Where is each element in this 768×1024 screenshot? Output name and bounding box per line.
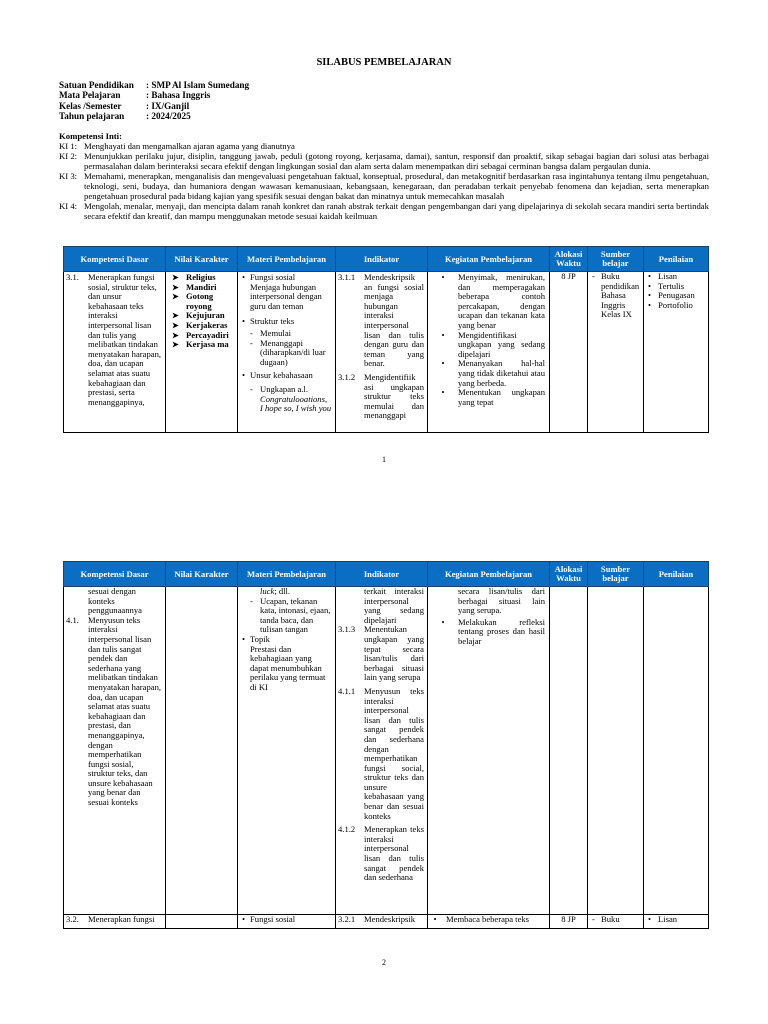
identity-label: Kelas /Semester [59,100,122,111]
kd-number: 3.1. [66,272,79,282]
materi-text: ; dll. [274,586,291,596]
arrow-bullet-icon: ➤ [172,340,179,350]
identity-value: : IX/Ganjil [146,100,190,111]
page-number: 1 [382,455,386,464]
table-row [64,587,709,915]
identity-label: Tahun pelajaran [59,110,125,121]
kegiatan-item: Membaca beberapa teks [446,914,530,924]
identity-value: : 2024/2025 [146,110,191,121]
arrow-bullet-icon: ➤ [172,292,179,302]
indikator-code: 3.2.1 [338,914,356,924]
kd-text: Menerapkan fungsi sosial, struktur teks, dan unsur kebahasaan teks interaksi interpersonal lisan dan tulis yang melibatkan tindakan menyatakan harapan, doa, dan ucapan selamat atas suatu kebahagiaan dan prestasi, serta menanggapinya, [88,272,162,407]
penilaian-item: Tertulis [658,280,685,291]
header-kompetensi-dasar: Kompetensi Dasar [64,247,166,272]
ki-code: KI 3: [59,171,78,181]
header-kegiatan: Kegiatan Pembelajaran [428,562,550,587]
arrow-bullet-icon: ➤ [172,282,179,292]
materi-italic: luck [260,586,275,596]
indikator-code: 4.1.1 [338,685,356,696]
identity-label: Mata Pelajaran [59,90,121,101]
kegiatan-list: • Menyimak, menirukan, dan memperagakan beberapa contoh percakapan, dengan ucapan dan tekanan kata yang benar • Mengidentifikasi ungkapan yang sedang dipelajari • Menanyakan hal-hal yang tidak diketahui atau yang berbeda. • Menentukan ungkapan yang tepat [428,272,549,407]
materi-italic: Congratulooations, I hope so, I wish you [260,393,332,414]
arrow-bullet-icon: ➤ [172,311,179,321]
header-alokasi: Alokasi Waktu [550,247,588,272]
indikator-code: 3.1.2 [338,371,356,382]
nilai-item: Kerjakeras [186,319,228,330]
indikator-text: Mendeskripsik an fungsi sosial menjaga hubungan interaksi interpersonal lisan dan tulis dengan guru dan teman yang benar. [364,272,424,369]
penilaian-item: Lisan [658,914,678,924]
ki-text: Menghayati dan mengamalkan ajaran agama yang dianutnya [84,141,295,151]
sumber-text: Buku [601,914,620,924]
indikator-text: Menerapkan teks interaksi interpersonal lisan dan tulis sangat pendek dan sederhana [364,824,424,883]
indikator-code: 3.1.3 [338,624,356,635]
kegiatan-list: secara lisan/tulis dari berbagai situasi lain yang serupa. • Melakukan refleksi tentang proses dan hasil belajar [428,587,549,647]
nilai-karakter-list [166,272,237,350]
silabus-table-page-1 [63,246,709,433]
penilaian-item: Portofolio [658,299,693,310]
kd-text: Menyusun teks interaksi interpersonal lisan dan tulis sangat pendek dan sederhana yang melibatkan tindakan menyatakan harapan, doa, dan ucapan selamat atas suatu kebahagiaan dan prestasi, dan menanggapinya, dengan memperhatikan fungsi sosial, struktur teks, dan unsure kebahasaan yang benar dan sesuai konteks [88,614,162,808]
header-kompetensi-dasar: Kompetensi Dasar [64,562,166,587]
materi-item: Fungsi sosial [250,914,296,924]
ki-heading: Kompetensi Inti [59,131,120,141]
kompetensi-inti: Kompetensi Inti: KI 1: Menghayati dan mengamalkan ajaran agama yang dianutnya KI 2: Menunjukkan perilaku jujur, disiplin, tanggung jawab, peduli (gotong royong, kerjasama, damai), santun, responsif dan proaktif, sikap sebagai bagian dari solusi atas berbagai permasalahan dalam berinteraksi secara efektif dengan lingkungan sosial dan alam serta dalam menempatkan diri sebagai cerminan bangsa dalam pergaulan dunia. KI 3: Memahami, menerapkan, menganalisis dan mengevaluasi pengetahuan faktual, konseptual, prosedural, dan metakognitif berdasarkan rasa ingintahunya tentang ilmu pengetahuan, teknologi, seni, budaya, dan humaniora dengan wawasan kemanusiaan, kebangsaan, kenegaraan, dan peradaban terkait penyebab fenomena dan kejadian, serta menerapkan pengetahuan prosedural pada bidang kajian yang spesifik sesuai dengan bakat dan minatnya untuk memecahkan masalah KI 4: Mengolah, menalar, menyaji, dan mencipta dalam ranah konkret dan ranah abstrak terkait dengan pengembangan dari yang dipelajarinya di sekolah secara mandiri serta bertindak secara efektif dan kreatif, dan mampu menggunakan metode sesuai kaidah keilmuan [59,131,709,221]
penilaian-item: Lisan [658,271,678,281]
materi-item: Unsur kebahasaan [250,370,313,381]
indikator-text: terkait interaksi interpersonal yang sedang dipelajari [364,586,424,625]
header-materi: Materi Pembelajaran [238,562,336,587]
header-nilai-karakter: Nilai Karakter [166,562,238,587]
sumber-text: Buku pendidikan Bahasa Inggris Kelas IX [601,271,640,320]
ki-code: KI 1: [59,141,78,151]
indikator-code: 3.1.1 [338,272,356,282]
arrow-bullet-icon: ➤ [172,273,179,282]
nilai-item: Kerjasa ma [186,339,229,350]
materi-list: luck; dll. - Ucapan, tekanan kata, intonasi, ejaan, tanda baca, dan tulisan tangan • Topik Prestasi dan kebahagiaan yang dapat menumbuhkan perilaku yang termuat di KI [242,586,331,692]
page-title: SILABUS PEMBELAJARAN [316,57,452,68]
identity-value: : Bahasa Inggris [146,90,211,101]
kegiatan-item: Menyimak, menirukan, dan memperagakan beberapa contoh percakapan, dengan ucapan dan tekanan kata yang benar [458,272,545,330]
alokasi-waktu: 8 JP [561,914,576,924]
identity-label: Satuan Pendidikan [59,80,134,90]
header-alokasi: Alokasi Waktu [550,562,588,587]
nilai-item: Percayadiri [186,329,229,340]
header-kegiatan: Kegiatan Pembelajaran [428,247,550,272]
penilaian-list: • Lisan • Tertulis • Penugasan • Portofolio [648,271,695,310]
arrow-bullet-icon: ➤ [172,320,179,330]
nilai-item: Kejujuran [186,310,225,321]
header-indikator: Indikator [336,247,428,272]
materi-item: Struktur teks [250,316,295,327]
indikator-list [336,587,427,883]
nilai-item: Gotong royong [186,291,214,311]
page-number: 2 [382,958,386,967]
ki-code: KI 4: [59,201,78,211]
silabus-table-page-2 [63,561,709,929]
table-header-row [64,562,709,587]
indikator-text: Menyusun teks interaksi interpersonal lisan dan tulis sangat pendek dan sederhana dengan memperhatikan fungsi social, struktur teks dan unsure kebahasaan yang benar dan sesuai konteks [364,685,424,821]
header-sumber: Sumber belajar [588,247,644,272]
header-penilaian: Penilaian [644,562,709,587]
materi-subitem: Menanggapi (diharapkan/di luar dugaan) [260,337,326,367]
materi-subitem: Ungkapan a.l. [260,383,308,394]
arrow-bullet-icon: ➤ [172,330,179,340]
materi-text: Menjaga hubungan interpersonal dengan guru dan teman [250,281,322,311]
kegiatan-item: Melakukan refleksi tentang proses dan hasil belajar [458,616,545,646]
kd-number: 3.2. [66,914,79,924]
indikator-code: 4.1.2 [338,824,356,835]
header-penilaian: Penilaian [644,247,709,272]
indikator-text: Menentukan ungkapan yang tepat secara lisan/tulis dari berbagai situasi lain yang serupa [364,624,424,683]
indikator-list [336,272,427,421]
ki-text: Memahami, menerapkan, menganalisis dan mengevaluasi pengetahuan faktual, konseptual, prosedural, dan metakognitif berdasarkan rasa ingintahunya tentang ilmu pengetahuan, teknologi, seni, budaya, dan humaniora dengan wawasan kemanusiaan, kebangsaan, kenegaraan, dan peradaban terkait penyebab fenomena dan kejadian, serta menerapkan pengetahuan prosedural pada bidang kajian yang spesifik sesuai dengan bakat dan minatnya untuk memecahkan masalah [84,171,709,201]
alokasi-waktu: 8 JP [561,271,576,281]
header-indikator: Indikator [336,562,428,587]
kegiatan-item: Mengidentifikasi ungkapan yang sedang dipelajari [458,329,545,359]
ki-code: KI 2: [59,151,78,161]
materi-list: • Fungsi sosial Menjaga hubungan interpersonal dengan guru dan teman • Struktur teks - Memulai - Menanggapi (diharapkan/di luar dugaan) • Unsur kebahasaan - Ungkapan a.l. Congratulooations, I hope so, I wish you [242,272,332,414]
ki-text: Menunjukkan perilaku jujur, disiplin, tanggung jawab, peduli (gotong royong, kerjasama, damai), santun, responsif dan proaktif, sikap sebagai bagian dari solusi atas berbagai permasalahan dalam berinteraksi secara efektif dengan lingkungan sosial dan alam serta dalam menempatkan diri sebagai cerminan bangsa dalam pergaulan dunia. [84,151,709,171]
nilai-item: Religius [186,272,216,282]
header-nilai-karakter: Nilai Karakter [166,247,238,272]
ki-text: Mengolah, menalar, menyaji, dan mencipta dalam ranah konkret dan ranah abstrak terkait dengan pengembangan dari yang dipelajarinya di sekolah secara mandiri serta bertindak secara efektif dan kreatif, dan mampu menggunakan metode sesuai kaidah keilmuan [84,201,709,221]
indikator-text: Mendeskripsik [364,914,416,924]
penilaian-item: Penugasan [658,290,695,301]
nilai-item: Mandiri [186,281,217,292]
materi-item: Topik [250,633,270,644]
materi-text: Prestasi dan kebahagiaan yang dapat menumbuhkan perilaku yang termuat di KI [250,643,326,692]
kegiatan-item: Menanyakan hal-hal yang tidak diketahui atau yang berbeda. [458,358,545,388]
kegiatan-item: secara lisan/tulis dari berbagai situasi lain yang serupa. [458,586,545,616]
kd-number: 4.1. [66,614,79,625]
identity-value: : SMP Al Islam Sumedang [146,80,250,90]
header-sumber: Sumber belajar [588,562,644,587]
kegiatan-item: Menentukan ungkapan yang tepat [458,387,545,407]
table-row [64,272,709,433]
table-header-row [64,247,709,272]
indikator-text: Mengidentifiik asi ungkapan struktur teks memulai dan menanggapi [364,371,424,421]
table-row: 3.2. Menerapkan fungsi • Fungsi sosial 3.2.1 Mendeskripsik • Membaca beberapa teks 8 JP - Buku • Lisan [64,915,709,929]
kd-text: Menerapkan fungsi [88,914,155,924]
materi-item: Fungsi sosial [250,272,296,282]
header-materi: Materi Pembelajaran [238,247,336,272]
sumber-belajar: - Buku pendidikan Bahasa Inggris Kelas IX [588,272,643,320]
kd-text: sesuai dengan konteks penggunaannya [88,586,142,616]
identity-block [59,80,249,121]
materi-subitem: Memulai [260,327,292,338]
materi-subitem: Ucapan, tekanan kata, intonasi, ejaan, tanda baca, dan tulisan tangan [260,595,331,635]
